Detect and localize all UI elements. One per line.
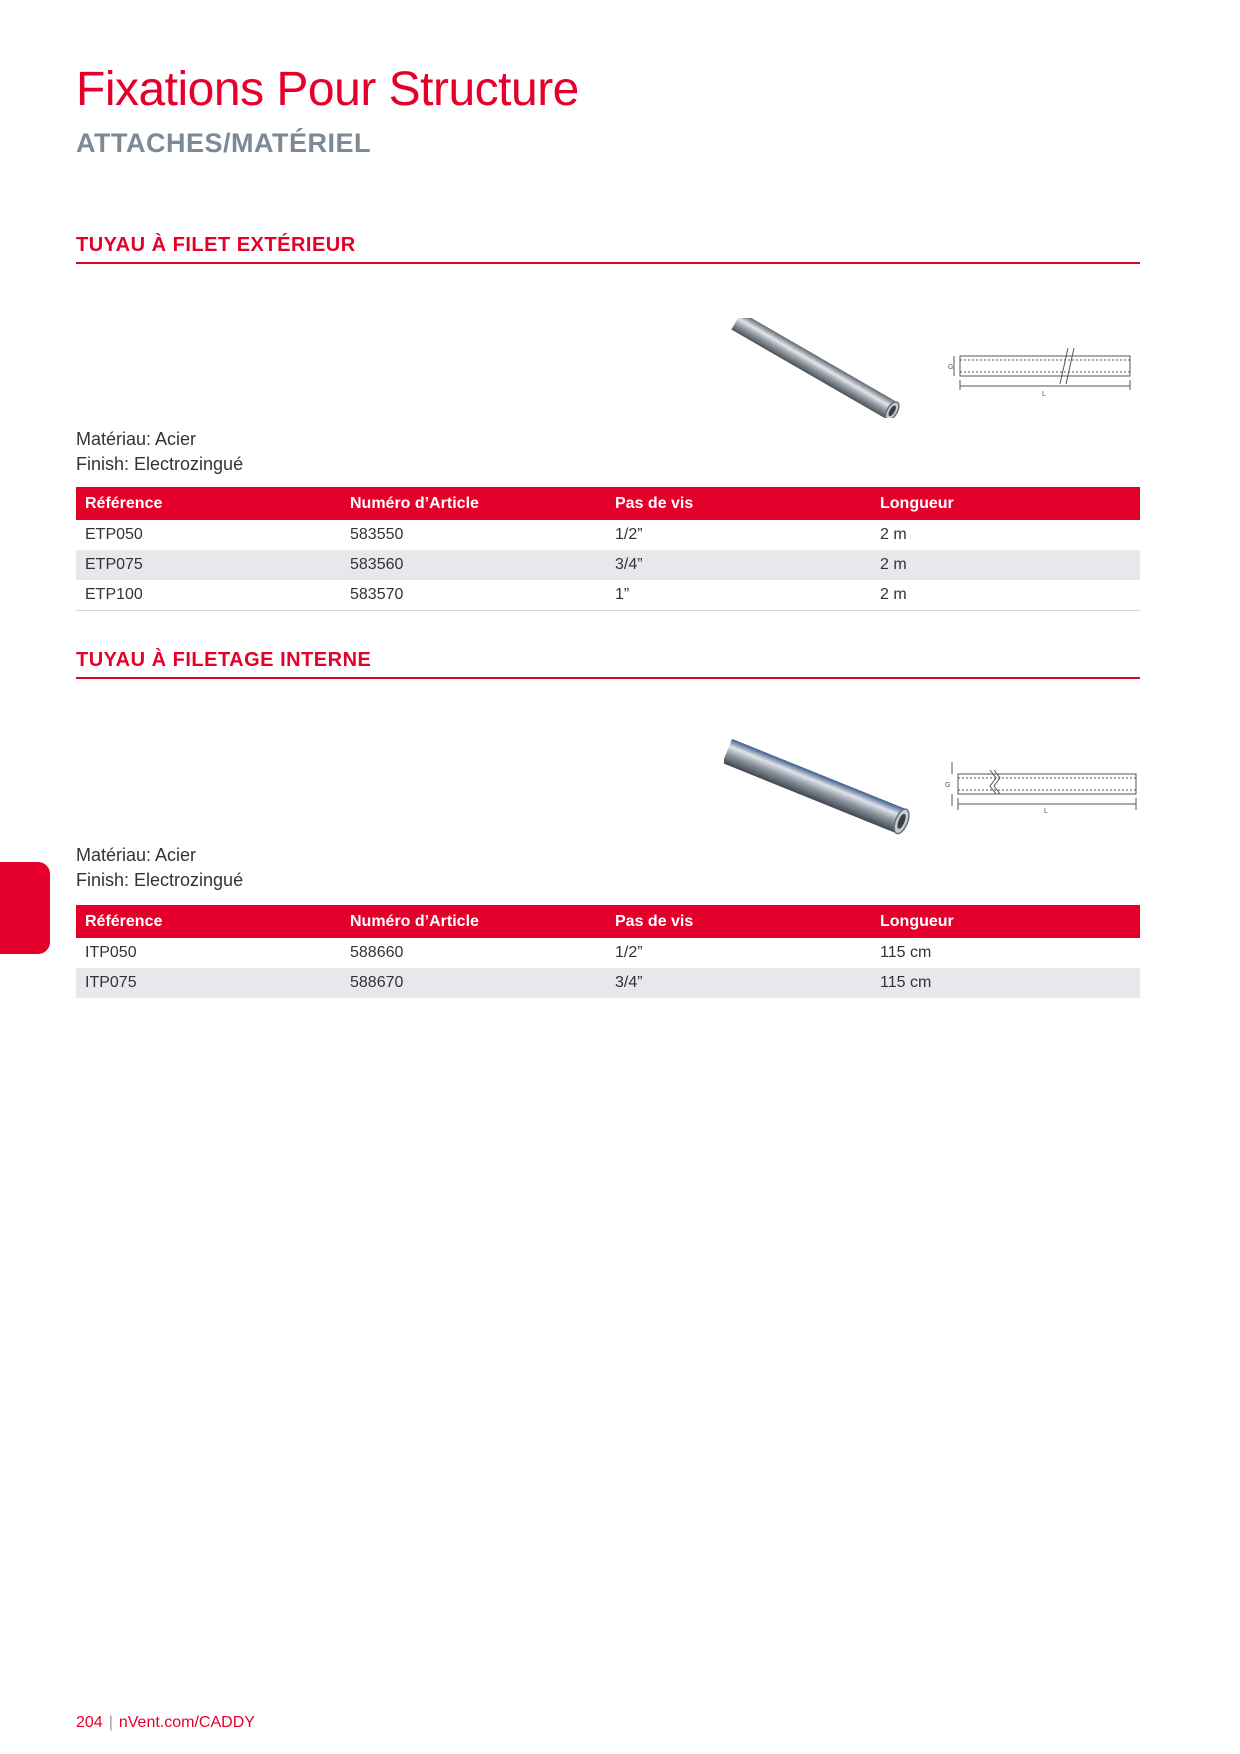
- cell-article-number: 588660: [350, 944, 404, 961]
- column-header-thread: Pas de vis: [606, 905, 871, 938]
- drawing-label-l: L: [1044, 808, 1048, 814]
- material-text: Matériau: Acier: [76, 845, 197, 865]
- table-row: [76, 968, 1140, 998]
- cell-thread: 1”: [606, 580, 871, 611]
- cell-thread: 3/4”: [606, 550, 871, 580]
- pipe-dimension-drawing-external: [944, 346, 1134, 398]
- drawing-label-l: L: [1042, 391, 1046, 398]
- table-header-row: [76, 487, 1140, 520]
- table-row: [76, 520, 1140, 550]
- product-table-external: [76, 487, 1140, 611]
- cell-article-number: 583560: [341, 550, 606, 580]
- page-number: 204: [76, 1714, 103, 1731]
- cell-length: 2 m: [880, 526, 907, 543]
- cell-length: 2 m: [871, 550, 1140, 580]
- section-heading-internal-thread: TUYAU À FILETAGE INTERNE: [76, 649, 1140, 679]
- table-header-row: [76, 905, 1140, 938]
- column-header-article-number: Numéro d’Article: [341, 487, 606, 520]
- column-header-article-number: Numéro d’Article: [341, 905, 606, 938]
- footer-link[interactable]: nVent.com/CADDY: [118, 1714, 255, 1731]
- pipe-photo-internal: [724, 738, 914, 838]
- finish-text: Finish: Electrozingué: [76, 454, 244, 474]
- page-title: Fixations Pour Structure: [76, 63, 579, 116]
- column-header-thread: Pas de vis: [606, 487, 871, 520]
- drawing-label-g: G: [948, 364, 954, 371]
- cell-length: 115 cm: [871, 968, 1140, 998]
- table-row: [76, 580, 1140, 611]
- cell-article-number: 583570: [341, 580, 606, 611]
- specs-internal: [76, 843, 243, 893]
- table-row: [76, 938, 1140, 968]
- cell-reference: ETP050: [85, 526, 143, 543]
- cell-thread: 1/2”: [615, 944, 643, 961]
- column-header-reference: Référence: [76, 487, 341, 520]
- cell-thread: 3/4”: [606, 968, 871, 998]
- column-header-length: Longueur: [871, 905, 1140, 938]
- footer: [76, 1714, 255, 1732]
- pipe-dimension-drawing-internal: [940, 758, 1140, 814]
- cell-reference: ETP075: [76, 550, 341, 580]
- column-header-length: Longueur: [871, 487, 1140, 520]
- cell-length: 2 m: [871, 580, 1140, 611]
- footer-separator: |: [108, 1714, 113, 1731]
- specs-external: [76, 427, 243, 477]
- cell-reference: ETP100: [76, 580, 341, 611]
- finish-text: Finish: Electrozingué: [76, 870, 244, 890]
- cell-reference: ITP050: [85, 944, 137, 961]
- drawing-label-g: G: [945, 782, 951, 789]
- chapter-tab: [0, 862, 50, 954]
- cell-thread: 1/2”: [615, 526, 643, 543]
- section-heading-external-thread: TUYAU À FILET EXTÉRIEUR: [76, 234, 1140, 264]
- column-header-reference: Référence: [76, 905, 341, 938]
- cell-article-number: 588670: [341, 968, 606, 998]
- cell-length: 115 cm: [880, 944, 932, 961]
- cell-reference: ITP075: [76, 968, 341, 998]
- cell-article-number: 583550: [350, 526, 404, 543]
- page-subtitle: ATTACHES/MATÉRIEL: [76, 128, 371, 158]
- material-text: Matériau: Acier: [76, 429, 197, 449]
- pipe-photo-external: [730, 318, 910, 418]
- product-table-internal: [76, 905, 1140, 998]
- table-row: [76, 550, 1140, 580]
